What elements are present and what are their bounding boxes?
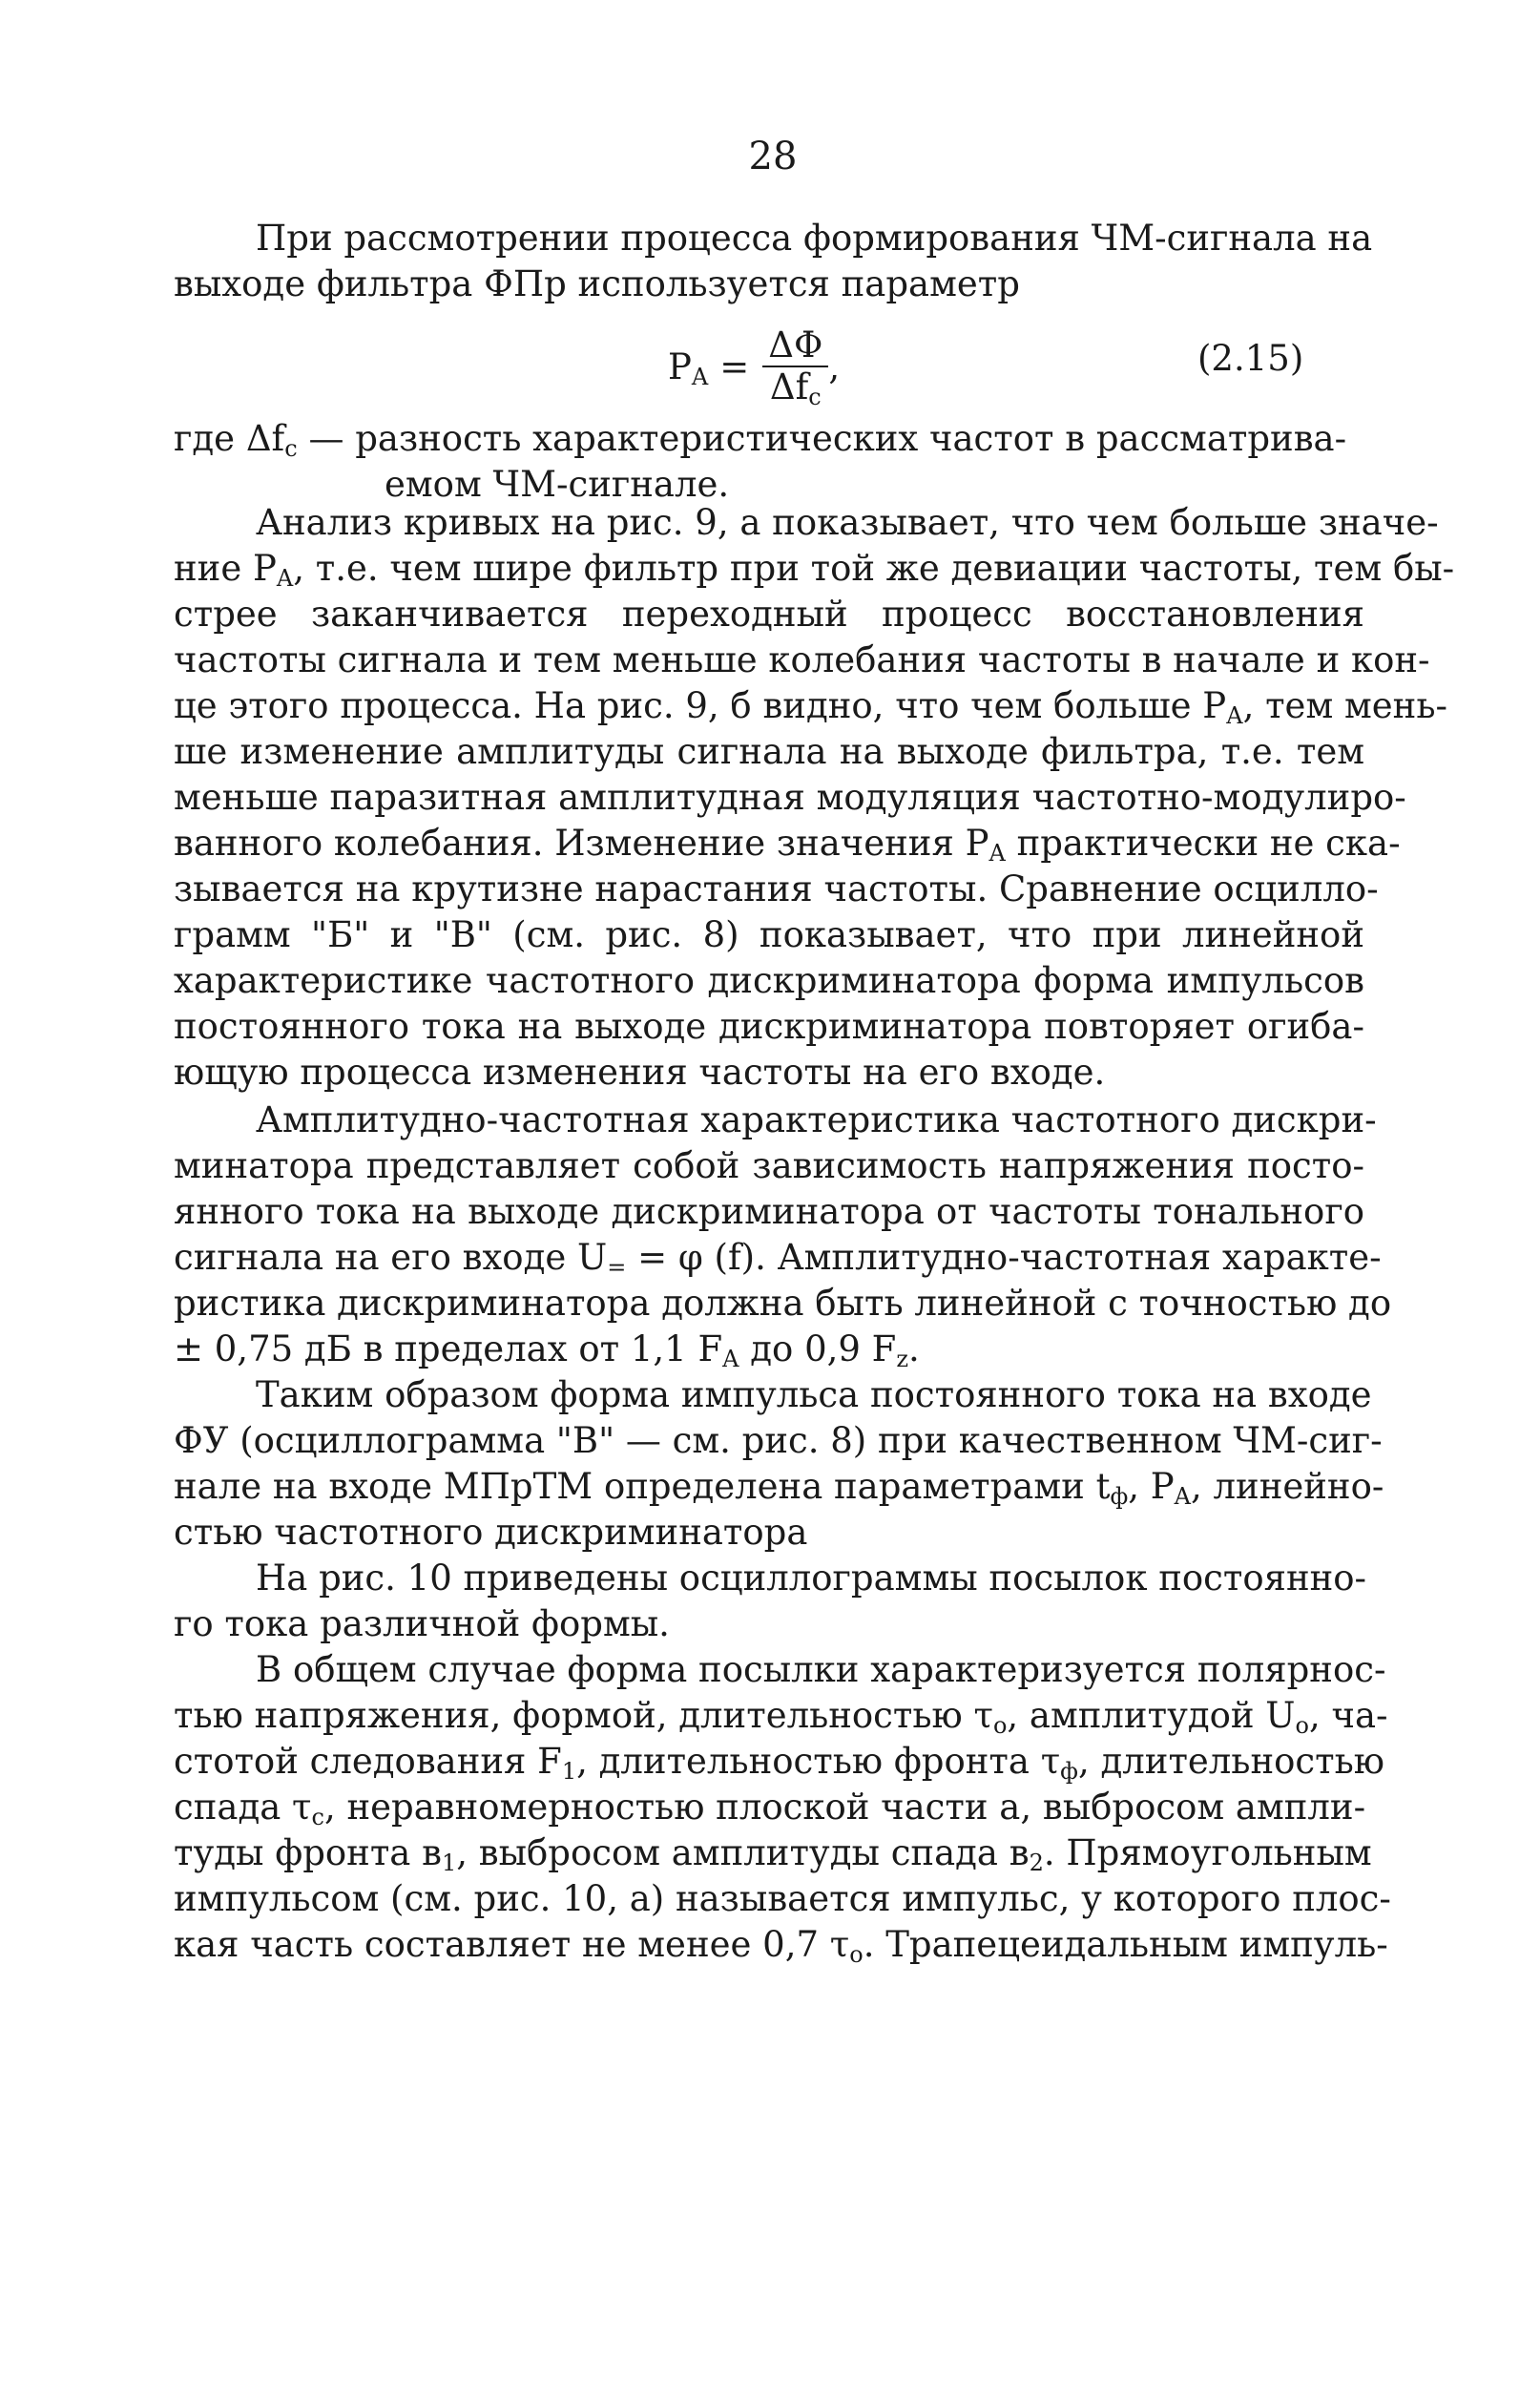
equation-number: (2.15) xyxy=(1197,338,1304,379)
text-line: ± 0,75 дБ в пределах от 1,1 $F_A$ до 0,9 $F_z$. xyxy=(174,1328,920,1372)
text-line: В общем случае форма посылки характеризуется полярнос- xyxy=(256,1649,1386,1690)
text-line: характеристике частотного дискриминатора форма импульсов xyxy=(174,960,1364,1001)
text-line: ванного колебания. Изменение значения $P_A$ практически не ска- xyxy=(174,823,1401,867)
text-line: частоты сигнала и тем меньше колебания частоты в начале и кон- xyxy=(174,639,1430,680)
text-line: ристика дискриминатора должна быть линейной с точностью до xyxy=(174,1283,1392,1324)
formula-numerator: ΔΦ xyxy=(762,325,828,367)
text-line: зывается на крутизне нарастания частоты. Сравнение осцилло- xyxy=(174,868,1379,909)
text-line: ФУ (осциллограмма "В" — см. рис. 8) при качественном ЧМ-сиг- xyxy=(174,1420,1383,1461)
text-line: ние $P_A$, т.е. чем шире фильтр при той же девиации частоты, тем бы- xyxy=(174,548,1455,592)
text-line: стотой следования $F_1$, длительностью фронта $\tau_ф$, длительностью xyxy=(174,1741,1384,1785)
text-line: грамм "Б" и "В" (см. рис. 8) показывает, что при линейной xyxy=(174,914,1364,955)
where-clause xyxy=(174,416,1364,508)
text-line: На рис. 10 приведены осциллограммы посылок постоянно- xyxy=(256,1557,1367,1599)
intro-text xyxy=(174,216,1373,307)
text-line: Таким образом форма импульса постоянного тока на входе xyxy=(256,1374,1372,1415)
paragraph-5 xyxy=(174,1647,1391,1968)
formula-fraction xyxy=(762,325,828,408)
text-line: импульсом (см. рис. 10, а) называется импульс, у которого плос- xyxy=(174,1878,1391,1919)
paragraph-1 xyxy=(174,500,1455,1096)
page-number: 28 xyxy=(748,135,798,178)
text-line: нале на входе МПрТМ определена параметрами $t_ф$, $P_A$, линейно- xyxy=(174,1466,1384,1510)
formula-lhs: $P_A$ xyxy=(668,345,709,390)
text-line: го тока различной формы. xyxy=(174,1603,670,1644)
formula-2-15 xyxy=(668,319,840,414)
formula-comma: , xyxy=(828,345,841,387)
text-line: тью напряжения, формой, длительностью $\tau_o$, амплитудой $U_o$, ча- xyxy=(174,1695,1388,1739)
text-line: сигнала на его входе $U_= = \varphi$ (f). Амплитудно-частотная характе- xyxy=(174,1237,1382,1281)
text-line: При рассмотрении процесса формирования ЧМ-сигнала на xyxy=(256,218,1373,259)
text-line: стрее заканчивается переходный процесс восстановления xyxy=(174,594,1364,635)
text-line: где $\Delta f_c$ — разность характеристических частот в рассматрива- xyxy=(174,418,1347,462)
paragraph-3 xyxy=(174,1372,1384,1556)
text-line: выходе фильтра ФПр используется параметр xyxy=(174,263,1020,304)
text-line: це этого процесса. На рис. 9, б видно, что чем больше $P_A$, тем мень- xyxy=(174,685,1447,729)
text-line: кая часть составляет не менее 0,7 $\tau_o$. Трапецеидальным импуль- xyxy=(174,1924,1388,1968)
text-line: стью частотного дискриминатора xyxy=(174,1512,808,1553)
paragraph-4 xyxy=(174,1556,1367,1647)
text-line: постоянного тока на выходе дискриминатора повторяет огиба- xyxy=(174,1006,1364,1047)
text-line: емом ЧМ-сигнале. xyxy=(385,464,730,505)
text-line: Амплитудно-частотная характеристика частотного дискри- xyxy=(256,1099,1377,1140)
paragraph-2 xyxy=(174,1097,1392,1372)
formula-denominator: $\Delta f_c$ xyxy=(769,366,822,410)
text-line: спада $\tau_c$, неравномерностью плоской части а, выбросом ампли- xyxy=(174,1787,1366,1830)
text-line: Анализ кривых на рис. 9, а показывает, что чем больше значе- xyxy=(256,502,1439,543)
text-line: ющую процесса изменения частоты на его входе. xyxy=(174,1052,1106,1093)
text-line: минатора представляет собой зависимость напряжения посто- xyxy=(174,1145,1364,1186)
text-line: янного тока на выходе дискриминатора от частоты тонального xyxy=(174,1191,1364,1232)
text-line: меньше паразитная амплитудная модуляция частотно-модулиро- xyxy=(174,777,1406,818)
formula-equals: = xyxy=(719,345,750,387)
text-line: туды фронта $в_1$, выбросом амплитуды спада $в_2$. Прямоугольным xyxy=(174,1832,1372,1876)
text-line: ше изменение амплитуды сигнала на выходе фильтра, т.е. тем xyxy=(174,731,1364,772)
